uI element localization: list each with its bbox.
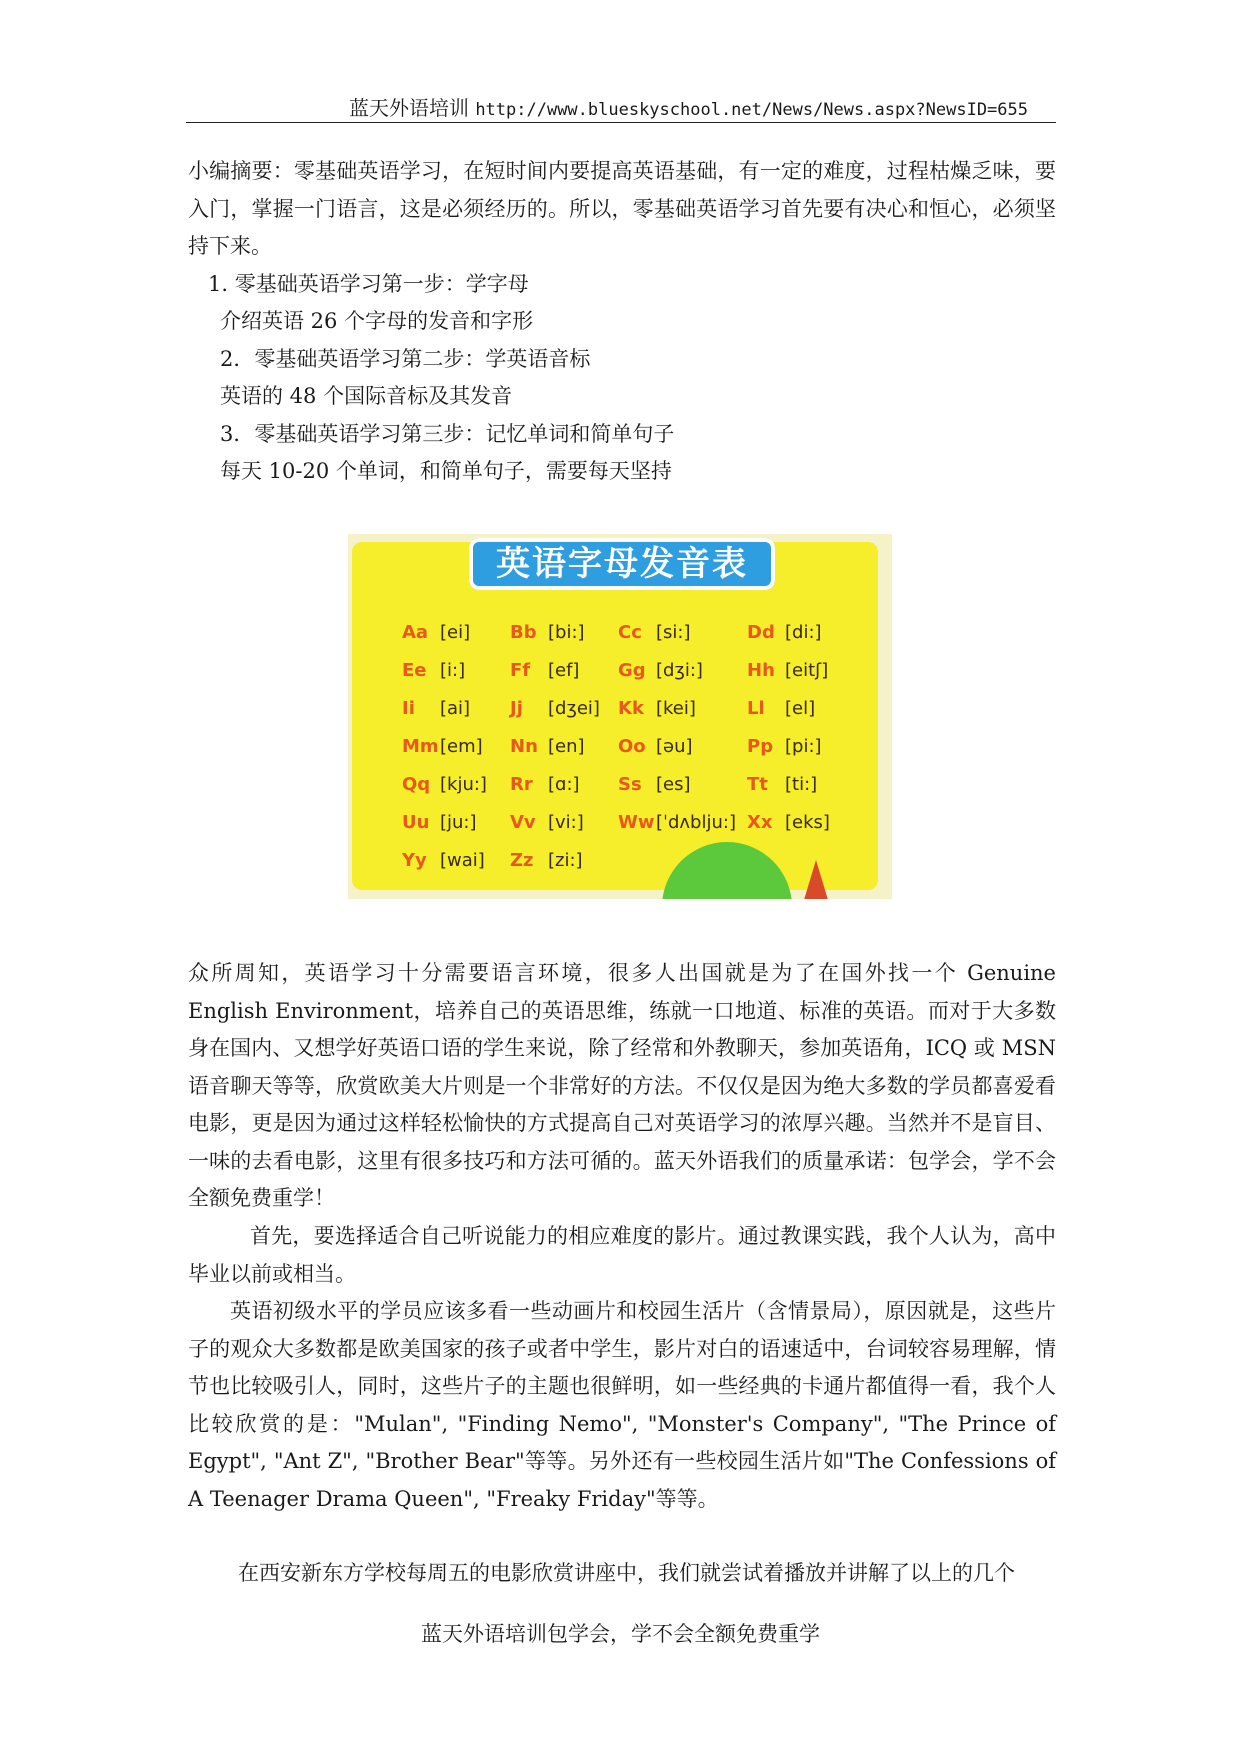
alphabet-letter: Ee (402, 660, 427, 681)
alphabet-letter: Mm (402, 736, 439, 757)
alphabet-phonetic: [zi:] (548, 850, 583, 871)
paragraph-3: 英语初级水平的学员应该多看一些动画片和校园生活片（含情景局），原因就是，这些片子的观众大多数都是欧美国家的孩子或者中学生，影片对白的语速适中，台词较容易理解，情节也比较吸引人，同时，这些片子的主题也很鲜明，如一些经典的卡通片都值得一看，我个人比较欣赏的是："Mulan", "Finding Nemo", "Monster's Company", "The Prince of Egypt", "Ant Z", "Brother Bear"等等。另外还有一些校园生活片如"The Confessions of A Teenager Drama Queen", "Freaky Friday"等等。 (188, 1299, 1056, 1511)
alphabet-chart-image (348, 534, 892, 899)
alphabet-phonetic: [ai] (440, 698, 471, 719)
alphabet-letter: Ss (618, 774, 642, 795)
alphabet-letter: Ii (402, 698, 415, 719)
alphabet-cell (747, 812, 830, 833)
alphabet-phonetic: [wai] (440, 850, 485, 871)
alphabet-phonetic: [ti:] (785, 774, 818, 795)
step-3-desc: 每天 10-20 个单词，和简单句子，需要每天坚持 (220, 459, 672, 483)
alphabet-cell (618, 698, 696, 719)
alphabet-cell (747, 774, 817, 795)
alphabet-phonetic: [ju:] (440, 812, 477, 833)
alphabet-chart-card (352, 542, 878, 890)
alphabet-cell (747, 622, 822, 643)
step-3-title: 3．零基础英语学习第三步：记忆单词和简单句子 (220, 422, 675, 446)
step-1-title: 1. 零基础英语学习第一步：学字母 (208, 272, 529, 296)
alphabet-phonetic: [əu] (656, 736, 693, 757)
alphabet-letter: Tt (747, 774, 768, 795)
alphabet-cell (618, 660, 703, 681)
alphabet-cell (747, 660, 828, 681)
alphabet-letter: Bb (510, 622, 537, 643)
alphabet-cell (402, 850, 485, 871)
alphabet-phonetic: [kei] (656, 698, 696, 719)
alphabet-phonetic: [eks] (785, 812, 830, 833)
alphabet-cell (618, 812, 736, 833)
alphabet-letter: Ff (510, 660, 531, 681)
alphabet-letter: Yy (402, 850, 427, 871)
header-site-name: 蓝天外语培训 (348, 96, 469, 120)
alphabet-phonetic: [si:] (656, 622, 691, 643)
alphabet-phonetic: [dʒi:] (656, 660, 703, 681)
alphabet-cell (747, 698, 815, 719)
alphabet-phonetic: [es] (656, 774, 691, 795)
alphabet-cell (510, 774, 580, 795)
alphabet-letter: Qq (402, 774, 431, 795)
alphabet-letter: Ll (747, 698, 765, 719)
alphabet-cell (402, 812, 477, 833)
alphabet-letter: Pp (747, 736, 774, 757)
alphabet-letter: Oo (618, 736, 646, 757)
alphabet-phonetic: [em] (440, 736, 483, 757)
alphabet-letter: Dd (747, 622, 775, 643)
alphabet-phonetic: [i:] (440, 660, 466, 681)
alphabet-cell (402, 774, 487, 795)
alphabet-letter: Kk (618, 698, 644, 719)
alphabet-chart-title: 英语字母发音表 (469, 538, 775, 590)
alphabet-phonetic: [ef] (548, 660, 580, 681)
alphabet-phonetic: [dʒei] (548, 698, 600, 719)
alphabet-cell (402, 698, 470, 719)
alphabet-letter: Zz (510, 850, 534, 871)
alphabet-cell (618, 774, 691, 795)
step-2-desc: 英语的 48 个国际音标及其发音 (220, 384, 513, 408)
alphabet-letter: Ww (618, 812, 655, 833)
step-2-title: 2．零基础英语学习第二步：学英语音标 (220, 347, 591, 371)
alphabet-cell (618, 736, 693, 757)
alphabet-phonetic: [di:] (785, 622, 822, 643)
alphabet-letter: Aa (402, 622, 429, 643)
paragraph-2: 首先，要选择适合自己听说能力的相应难度的影片。通过教课实践，我个人认为，高中毕业以前或相当。 (188, 1224, 1056, 1286)
page-header (186, 88, 1056, 123)
party-hat-icon (804, 860, 828, 899)
alphabet-cell (402, 660, 465, 681)
step-1-desc: 介绍英语 26 个字母的发音和字形 (220, 309, 534, 333)
alphabet-cell (510, 660, 579, 681)
alphabet-letter: Cc (618, 622, 642, 643)
alphabet-phonetic: [bi:] (548, 622, 585, 643)
alphabet-letter: Rr (510, 774, 533, 795)
alphabet-cell (402, 736, 483, 757)
alphabet-letter: Vv (510, 812, 536, 833)
alphabet-cell (402, 622, 470, 643)
page-footer: 蓝天外语培训包学会，学不会全额免费重学 (421, 1622, 820, 1646)
alphabet-cell (747, 736, 822, 757)
alphabet-phonetic: [vi:] (548, 812, 584, 833)
alphabet-phonetic: [ɑ:] (548, 774, 580, 795)
alphabet-phonetic: [pi:] (785, 736, 822, 757)
paragraph-4: 在西安新东方学校每周五的电影欣赏讲座中，我们就尝试着播放并讲解了以上的几个 (238, 1561, 1015, 1585)
alphabet-letter: Hh (747, 660, 775, 681)
alphabet-letter: Gg (618, 660, 646, 681)
alphabet-letter: Xx (747, 812, 773, 833)
alphabet-phonetic: [ˈdʌblju:] (656, 812, 736, 833)
alphabet-phonetic: [el] (785, 698, 816, 719)
alphabet-phonetic: [eitʃ] (785, 660, 829, 681)
alphabet-letter: Uu (402, 812, 430, 833)
alphabet-cell (510, 698, 600, 719)
alphabet-letter: Nn (510, 736, 538, 757)
alphabet-cell (510, 812, 584, 833)
header-url[interactable]: http://www.blueskyschool.net/News/News.aspx?NewsID=655 (475, 100, 1028, 120)
summary-paragraph: 小编摘要：零基础英语学习，在短时间内要提高英语基础，有一定的难度，过程枯燥乏味，要入门，掌握一门语言，这是必须经历的。所以，零基础英语学习首先要有决心和恒心，必须坚持下来。 (188, 159, 1056, 258)
green-circle-decoration (662, 842, 792, 899)
alphabet-phonetic: [ei] (440, 622, 471, 643)
alphabet-cell (618, 622, 691, 643)
alphabet-phonetic: [kju:] (440, 774, 487, 795)
alphabet-cell (510, 736, 585, 757)
paragraph-1: 众所周知，英语学习十分需要语言环境，很多人出国就是为了在国外找一个 Genuine English Environment，培养自己的英语思维，练就一口地道、标准的英语。而对于大多数身在国内、又想学好英语口语的学生来说，除了经常和外教聊天，参加英语角，ICQ 或 MSN 语音聊天等等，欣赏欧美大片则是一个非常好的方法。不仅仅是因为绝大多数的学员都喜爱看电影，更是因为通过这样轻松愉快的方式提高自己对英语学习的浓厚兴趣。当然并不是盲目、一味的去看电影，这里有很多技巧和方法可循的。蓝天外语我们的质量承诺：包学会，学不会全额免费重学！ (188, 961, 1056, 1210)
alphabet-cell (510, 622, 585, 643)
alphabet-letter: Jj (510, 698, 523, 719)
alphabet-phonetic: [en] (548, 736, 585, 757)
alphabet-cell (510, 850, 583, 871)
